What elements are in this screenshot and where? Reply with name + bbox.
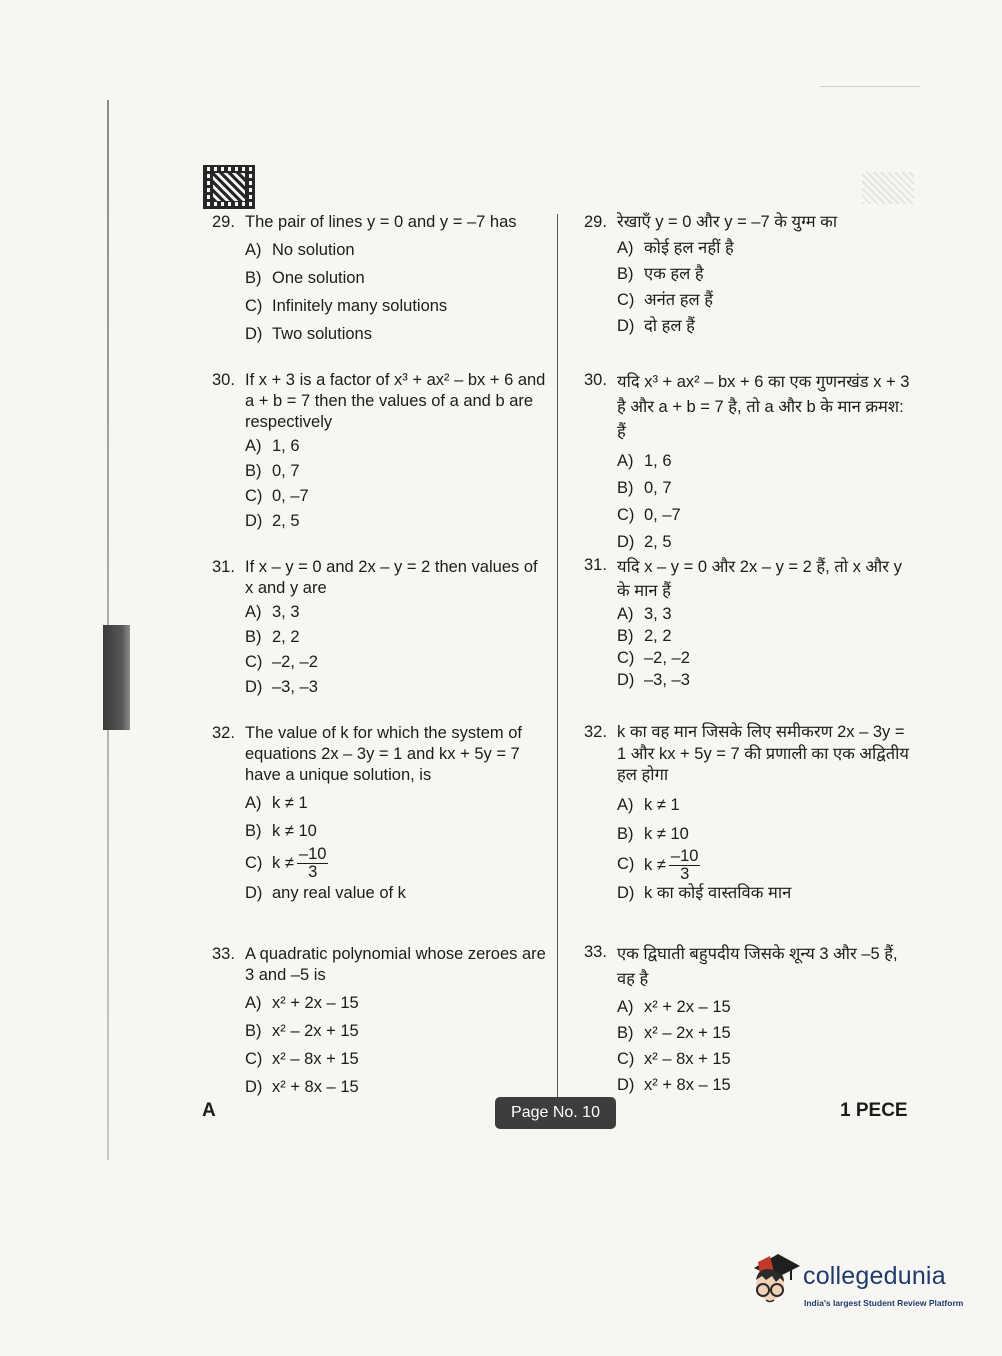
option-b: B) 0, 7 xyxy=(245,462,300,480)
option-a: A) x² + 2x – 15 xyxy=(245,994,359,1012)
option-c: C) k ≠ $\frac{-10}{3}$ xyxy=(245,845,327,881)
question-text: रेखाएँ y = 0 और y = –7 के युग्म का xyxy=(617,213,838,231)
option-d: D) –3, –3 xyxy=(245,678,318,696)
option-a: A) 3, 3 xyxy=(245,603,300,621)
option-a: A) k ≠ 1 xyxy=(245,794,308,812)
column-divider xyxy=(557,214,558,1100)
option-d: D) –3, –3 xyxy=(617,671,690,689)
option-c: C) –2, –2 xyxy=(617,649,690,667)
option-b: B) k ≠ 10 xyxy=(245,822,317,840)
question-29-en xyxy=(212,212,547,345)
booklet-set: A xyxy=(202,1100,216,1121)
question-text: यदि x³ + ax² – bx + 6 का एक गुणनखंड x + 3 है और a + b = 7 है, तो a और b के मान क्रमश: हैं xyxy=(617,373,910,441)
question-number: 33. xyxy=(584,943,607,961)
option-b: B) 2, 2 xyxy=(245,628,300,646)
option-c: C) अनंत हल हैं xyxy=(617,291,714,309)
question-text: The pair of lines y = 0 and y = –7 has xyxy=(245,213,517,231)
question-number: 31. xyxy=(584,556,607,574)
option-c: C) Infinitely many solutions xyxy=(245,297,448,315)
question-29-hi xyxy=(584,212,914,337)
option-a: A) x² + 2x – 15 xyxy=(617,998,731,1016)
option-b: B) One solution xyxy=(245,269,365,287)
brand-name: collegedunia xyxy=(803,1262,946,1290)
option-c: C) x² – 8x + 15 xyxy=(617,1050,731,1068)
question-number: 30. xyxy=(212,371,235,389)
question-number: 33. xyxy=(212,945,235,963)
option-c: C) 0, –7 xyxy=(617,506,681,524)
option-b: B) एक हल है xyxy=(617,265,704,283)
option-c: C) k ≠ $\frac{-10}{3}$ xyxy=(617,846,699,883)
option-a: A) कोई हल नहीं है xyxy=(617,239,734,257)
question-number: 29. xyxy=(584,213,607,231)
option-d: D) Two solutions xyxy=(245,325,372,343)
question-31-hi xyxy=(584,555,914,691)
student-mascot-icon xyxy=(744,1250,800,1312)
question-text: A quadratic polynomial whose zeroes are 3 and –5 is xyxy=(245,945,546,984)
option-b: B) x² – 2x + 15 xyxy=(245,1022,359,1040)
question-number: 29. xyxy=(212,213,235,231)
question-31-en xyxy=(212,557,547,698)
scan-noise xyxy=(862,172,914,204)
option-d: D) x² + 8x – 15 xyxy=(617,1076,731,1094)
option-d: D) x² + 8x – 15 xyxy=(245,1078,359,1096)
paper-code: 1 PECE xyxy=(840,1100,908,1121)
page-number-badge: Page No. 10 xyxy=(495,1097,616,1129)
option-c: C) 0, –7 xyxy=(245,487,309,505)
option-a: A) 3, 3 xyxy=(617,605,672,623)
option-d: D) any real value of k xyxy=(245,884,406,902)
option-b: B) 2, 2 xyxy=(617,627,672,645)
question-30-hi xyxy=(584,370,914,553)
option-a: A) 1, 6 xyxy=(617,452,672,470)
question-number: 32. xyxy=(212,724,235,742)
question-text: If x + 3 is a factor of x³ + ax² – bx + 6 and a + b = 7 then the values of a and b are respectively xyxy=(245,371,546,431)
question-number: 32. xyxy=(584,723,607,741)
question-32-hi xyxy=(584,722,914,904)
option-c: C) x² – 8x + 15 xyxy=(245,1050,359,1068)
option-c: C) –2, –2 xyxy=(245,653,318,671)
question-33-hi xyxy=(584,942,914,1096)
question-number: 30. xyxy=(584,371,607,389)
question-text: k का वह मान जिसके लिए समीकरण 2x – 3y = 1 और kx + 5y = 7 की प्रणाली का एक अद्वितीय हल होगा xyxy=(617,723,909,784)
option-a: A) k ≠ 1 xyxy=(617,795,680,814)
question-text: If x – y = 0 and 2x – y = 2 then values of x and y are xyxy=(245,558,538,597)
question-33-en xyxy=(212,944,547,1098)
top-rule xyxy=(820,86,920,87)
option-b: B) k ≠ 10 xyxy=(617,824,689,843)
brand-tagline: India's largest Student Review Platform xyxy=(804,1298,964,1308)
option-d: D) 2, 5 xyxy=(617,533,672,551)
collegedunia-brand xyxy=(744,1250,974,1316)
scan-edge-strip xyxy=(103,625,130,730)
option-d: D) 2, 5 xyxy=(245,512,300,530)
option-b: B) x² – 2x + 15 xyxy=(617,1024,731,1042)
fraction: $\frac{-10}{3}$ xyxy=(670,846,699,883)
question-text: यदि x – y = 0 और 2x – y = 2 हैं, तो x और y के मान हैं xyxy=(617,558,902,600)
fraction: $\frac{-10}{3}$ xyxy=(298,845,327,881)
option-d: D) दो हल हैं xyxy=(617,317,695,335)
question-30-en xyxy=(212,370,547,532)
question-number: 31. xyxy=(212,558,235,576)
question-text: एक द्विघाती बहुपदीय जिसके शून्य 3 और –5 हैं, वह है xyxy=(617,945,898,988)
option-a: A) 1, 6 xyxy=(245,437,300,455)
qr-code-icon xyxy=(203,165,255,209)
question-text: The value of k for which the system of equations 2x – 3y = 1 and kx + 5y = 7 have a unique solution, is xyxy=(245,724,522,784)
option-a: A) No solution xyxy=(245,241,355,259)
option-b: B) 0, 7 xyxy=(617,479,672,497)
option-d: D) k का कोई वास्तविक मान xyxy=(617,883,792,902)
question-32-en xyxy=(212,723,547,904)
